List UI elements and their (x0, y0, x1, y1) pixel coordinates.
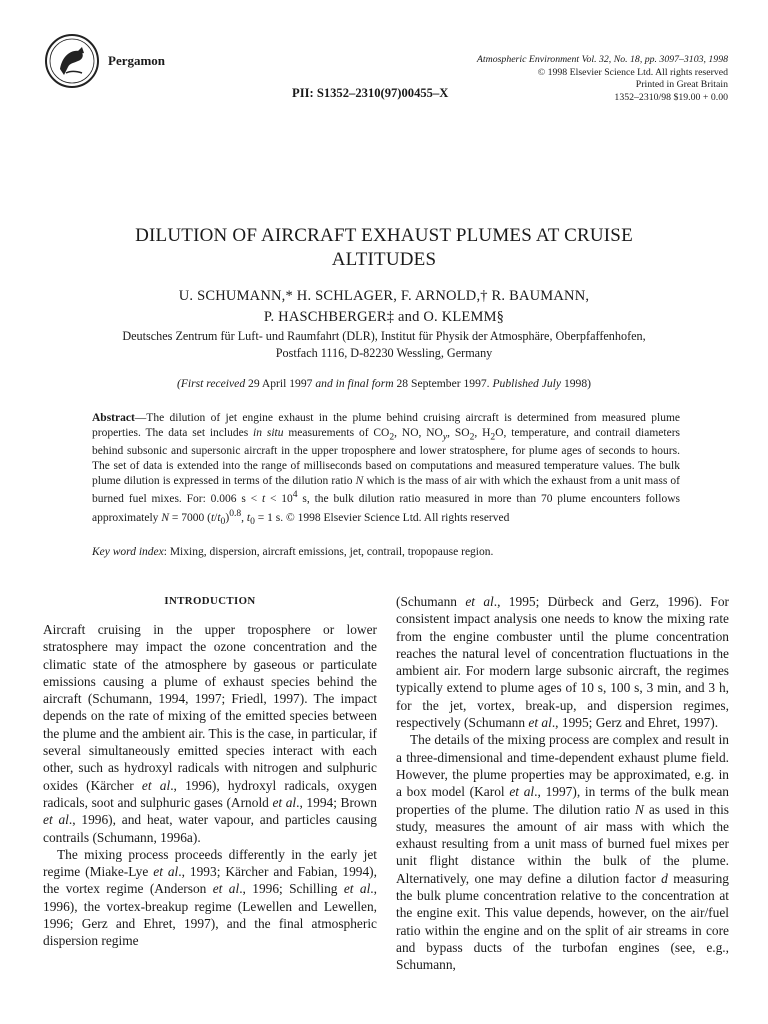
pergamon-logo-icon (44, 33, 100, 89)
keywords-label: Key word index (92, 546, 164, 558)
publisher-name: Pergamon (108, 53, 166, 68)
right-column (396, 593, 729, 974)
affiliation (40, 328, 728, 361)
issn-price-line: 1352–2310/98 $19.00 + 0.00 (614, 91, 728, 103)
pii-identifier: PII: S1352–2310(97)00455–X (292, 86, 449, 100)
authors-line-1: U. SCHUMANN,* H. SCHLAGER, F. ARNOLD,† R. BAUMANN, (178, 288, 590, 304)
left-column (43, 595, 377, 950)
received-dates: (First received 29 April 1997 and in final form 28 September 1997. Published July 1998) (176, 377, 591, 390)
authors (40, 286, 728, 328)
body-paragraph: The details of the mixing process are complex and result in a three-dimensional and time-dependent exhaust plume field. However, the plume properties may be approximated, e.g. in a box model (Karol et al., 1997), in terms of the bulk mean properties of the plume. The dilution ratio N as used in this study, measures the amount of air mass with which the exhaust resulting from a unit mass of burned fuel mixes per unit flight distance within the bulk of the plume. Alternatively, one may define a dilution factor d measuring the bulk plume concentration relative to the concentration at the engine exit. This value depends, however, on the air/fuel ratio within the engine and on the split of air streams in core and bypass ducts of the turbofan engines (see, e.g., Schumann, (396, 732, 729, 973)
copyright-line: © 1998 Elsevier Science Ltd. All rights reserved (537, 66, 728, 78)
body-paragraph: (Schumann et al., 1995; Dürbeck and Gerz, 1996). For consistent impact analysis one needs to know the mixing rate from the engine combuster until the plume concentration reaches the natural level of concentration fluctuations in the ambient air. For modern large subsonic aircraft, the regimes typically extend to plume ages of 10 s, 100 s, 3 min, and 3 h, for the jet, vortex, break-up, and dispersion regimes, respectively (Schumann et al., 1995; Gerz and Ehret, 1997). (396, 594, 729, 731)
affiliation-line-2: Postfach 1116, D-82230 Wessling, Germany (275, 345, 493, 360)
title-line-2: ALTITUDES (331, 249, 437, 270)
keywords: Key word index: Mixing, dispersion, aircraft emissions, jet, contrail, tropopause region. (92, 546, 494, 558)
journal-citation: Atmospheric Environment Vol. 32, No. 18, pp. 3097–3103, 1998 (476, 54, 728, 65)
abstract: Abstract—The dilution of jet engine exhaust in the plume behind cruising aircraft is determined from measured plume properties. The data set includes in situ measurements of $CO_2$, NO, $NO_y$, $SO_2$, $H_2O$, temperature, and contrail diameters behind subsonic and supersonic aircraft in the upper troposphere and lower stratosphere, for plume ages of seconds to hours. The set of data is extended into the range of milliseconds based on computations and measured temperature values. The bulk plume dilution is expressed in terms of the dilution ratio N which is the mass of air with which the exhaust from a unit mass of burned fuel mixes. For: 0.006 $s < t < 10^4$ s, the bulk dilution ratio measured in more than 70 plume encounters follows approximately N = 7000 $(t/t_0)^{0.8}$, $t_0 = 1$ s. © 1998 Elsevier Science Ltd. All rights reserved (92, 412, 681, 527)
abstract-label: Abstract (92, 412, 135, 424)
title-line-1: DILUTION OF AIRCRAFT EXHAUST PLUMES AT CRUISE (135, 225, 633, 246)
paper-title (40, 224, 728, 272)
body-paragraph: Aircraft cruising in the upper troposphere or lower stratosphere may impact the ozone concentration and the climatic state of the atmosphere by gaseous or particulate emissions causing a plume of exhaust species behind the aircraft (Schumann, 1994, 1997; Friedl, 1997). The impact depends on the rate of mixing of the emitted species between the plume and the ambient air. This is the case, in particular, if several simultaneously emitted species interact with each other, such as hydroxyl radicals with nitrogen and sulphuric oxides (Kärcher et al., 1996), hydroxyl radicals, oxygen radicals, soot and sulphuric gases (Arnold et al., 1994; Brown et al., 1996), and heat, water vapour, and particles causing contrails (Schumann, 1996a). (43, 622, 377, 845)
affiliation-line-1: Deutsches Zentrum für Luft- und Raumfahrt (DLR), Institut für Physik der Atmosphäre, Oberpfaffenhofen, (122, 329, 646, 343)
section-heading-introduction: INTRODUCTION (164, 595, 256, 607)
printed-line: Printed in Great Britain (635, 79, 728, 90)
body-paragraph: The mixing process proceeds differently in the early jet regime (Miake-Lye et al., 1993; Kärcher and Fabian, 1994), the vortex regime (Anderson et al., 1996; Schilling et al., 1996), the vortex-breakup regime (Lewellen and Lewellen, 1996; Gerz and Ehret, 1997), and the final atmospheric dispersion regime (43, 846, 377, 949)
authors-line-2: P. HASCHBERGER‡ and O. KLEMM§ (263, 309, 505, 325)
